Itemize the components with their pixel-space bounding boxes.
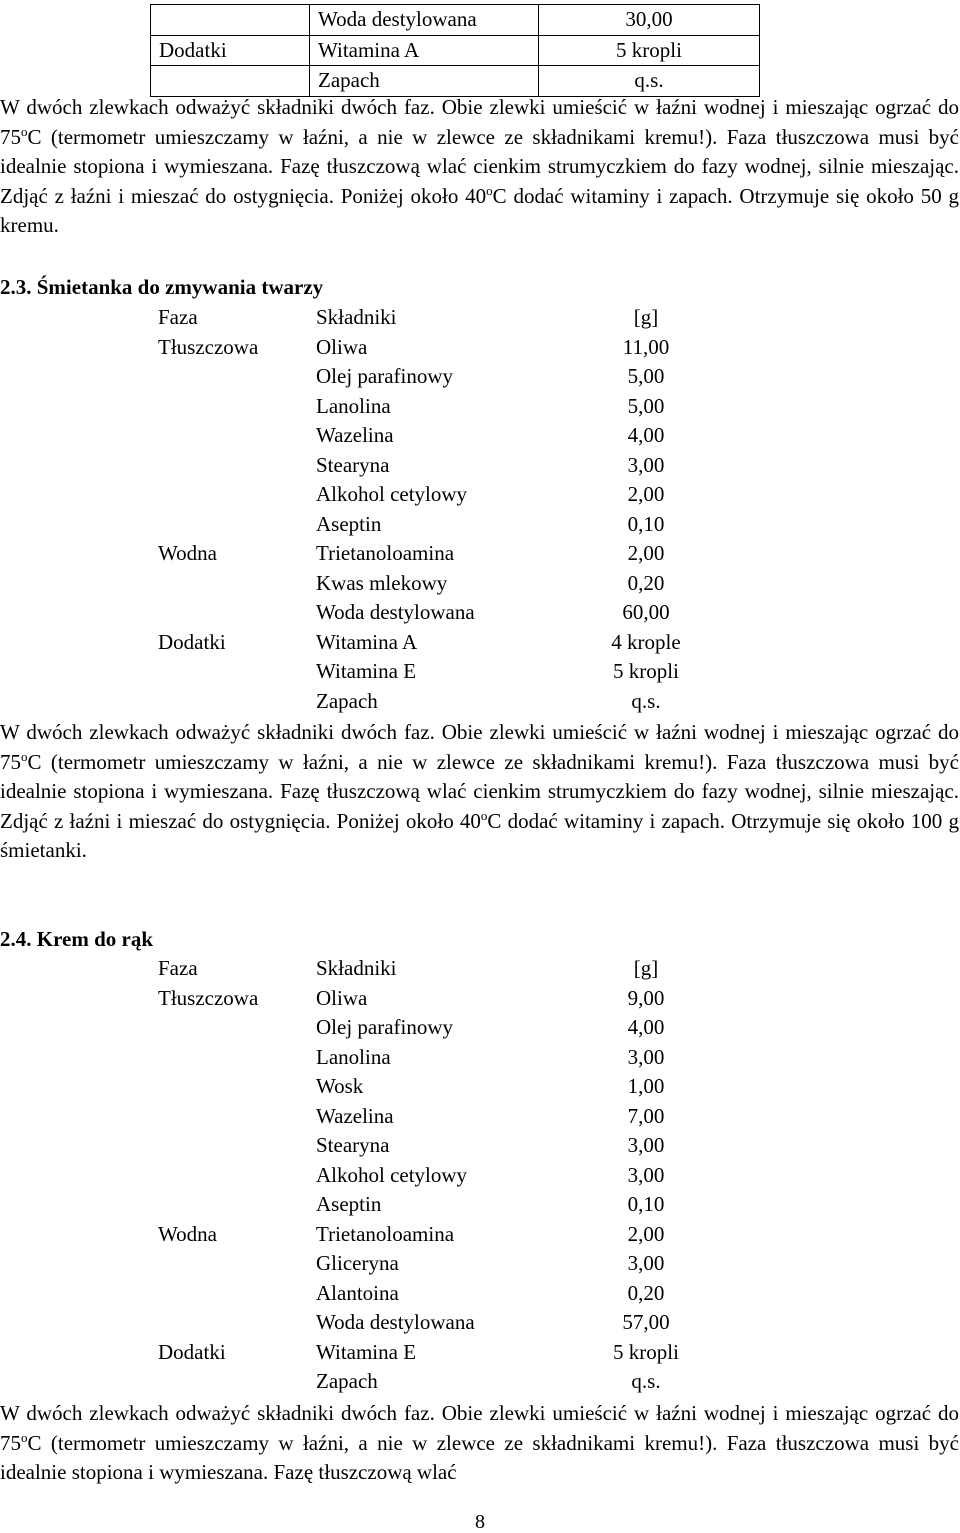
phase-cell: Dodatki <box>158 629 226 654</box>
table-row <box>150 687 756 717</box>
amount-cell: 3,00 <box>627 452 665 477</box>
table-row <box>150 569 756 599</box>
table-row <box>150 362 756 392</box>
amount-cell: 5 kropli <box>613 659 679 683</box>
section-number: 2.4. <box>0 927 32 951</box>
amount-cell: q.s. <box>631 1369 661 1393</box>
ingredient-cell: Woda destylowana <box>316 1310 475 1334</box>
table-row <box>150 1102 756 1132</box>
table-header-row <box>150 303 756 333</box>
ingredient-cell: Zapach <box>310 66 539 97</box>
table-row <box>150 1043 756 1073</box>
table-row <box>150 392 756 422</box>
phase-cell <box>150 480 308 510</box>
amount-cell: 9,00 <box>627 985 665 1010</box>
ingredient-cell: Alantoina <box>316 1280 399 1305</box>
ingredient-cell: Alkohol cetylowy <box>316 482 468 506</box>
amount-cell: 11,00 <box>622 334 670 359</box>
amount-cell: 5,00 <box>627 364 665 388</box>
ingredient-cell: Witamina E <box>316 1339 417 1364</box>
ingredient-cell: Stearyna <box>316 1133 390 1157</box>
phase-cell <box>150 1367 308 1397</box>
amount-cell: 2,00 <box>627 482 665 506</box>
phase-cell <box>150 1161 308 1191</box>
recipe-table-2-3 <box>150 303 756 716</box>
amount-cell: 7,00 <box>627 1103 665 1128</box>
ingredient-cell: Lanolina <box>316 1044 391 1069</box>
continued-recipe-table <box>150 4 760 97</box>
table-row <box>150 1338 756 1368</box>
amount-cell: 30,00 <box>539 5 760 36</box>
ingredient-cell: Stearyna <box>316 452 390 477</box>
degree-mark: o <box>480 807 488 823</box>
phase-cell <box>150 392 308 422</box>
phase-cell <box>150 598 308 628</box>
amount-cell: 2,00 <box>627 541 665 565</box>
phase-cell <box>150 657 308 687</box>
top-instructions: W dwóch zlewkach odważyć składniki dwóch faz. Obie zlewki umieścić w łaźni wodnej i mieszając ogrzać do 75$^o$C (termometr umieszczamy w łaźni, a nie w zlewce ze składnikami kremu!). Faza tłuszczowa musi być idealnie stopiona i wymieszana. Fazę tłuszczową wlać cienkim strumyczkiem do fazy wodnej, silnie mieszając. Zdjąć z łaźni i mieszać do ostygnięcia. Poniżej około 40$^o$C dodać witaminy i zapach. Otrzymuje się około 50 g kremu. <box>0 95 960 237</box>
ingredient-cell: Oliwa <box>316 985 368 1010</box>
ingredient-cell: Woda destylowana <box>310 5 539 36</box>
ingredient-cell: Olej parafinowy <box>316 1015 454 1039</box>
phase-cell: Tłuszczowa <box>158 334 259 359</box>
amount-cell: 1,00 <box>627 1074 665 1098</box>
amount-cell: 4 krople <box>611 629 681 654</box>
instructions-2-4: W dwóch zlewkach odważyć składniki dwóch faz. Obie zlewki umieścić w łaźni wodnej i mieszając ogrzać do 75$^o$C (termometr umieszczamy w łaźni, a nie w zlewce ze składnikami kremu!). Faza tłuszczowa musi być idealnie stopiona i wymieszana. Fazę tłuszczową wlać <box>0 1401 959 1484</box>
ingredient-cell: Wazelina <box>316 1103 394 1128</box>
section-heading-2-3 <box>0 273 323 303</box>
degree-mark: o <box>486 182 493 198</box>
phase-cell: Faza <box>158 956 198 980</box>
phase-cell <box>150 1043 308 1073</box>
amount-cell: 3,00 <box>627 1133 665 1157</box>
amount-cell: 3,00 <box>627 1044 665 1069</box>
ingredient-cell: Kwas mlekowy <box>316 570 448 595</box>
ingredient-cell: Składniki <box>316 956 397 980</box>
amount-cell: 0,10 <box>627 1192 665 1216</box>
degree-mark: o <box>21 748 28 764</box>
amount-cell: q.s. <box>539 66 760 97</box>
amount-cell: 60,00 <box>622 600 670 624</box>
ingredient-cell: Witamina E <box>316 659 417 683</box>
phase-cell <box>151 5 310 36</box>
table-row <box>150 510 756 540</box>
amount-cell: 5,00 <box>627 393 665 418</box>
amount-cell: 3,00 <box>627 1162 665 1187</box>
phase-cell: Dodatki <box>158 1339 226 1364</box>
table-row <box>150 1190 756 1220</box>
amount-cell: 0,10 <box>627 511 665 536</box>
table-row <box>151 5 760 36</box>
section-number: 2.3. <box>0 275 32 299</box>
table-row <box>150 333 756 363</box>
amount-cell: 4,00 <box>627 1015 665 1039</box>
amount-cell: 5 kropli <box>613 1339 679 1364</box>
phase-cell <box>150 1279 308 1309</box>
ingredient-cell: Olej parafinowy <box>316 364 454 388</box>
phase-cell <box>150 451 308 481</box>
table-row <box>151 35 760 66</box>
amount-cell: [g] <box>633 305 659 329</box>
phase-cell: Wodna <box>158 1221 217 1246</box>
table-row <box>151 66 760 97</box>
page-number: 8 <box>475 1511 485 1533</box>
ingredient-cell: Składniki <box>316 305 397 329</box>
phase-cell <box>150 687 308 717</box>
ingredient-cell: Gliceryna <box>316 1251 399 1275</box>
table-row <box>150 1308 756 1338</box>
amount-cell: 4,00 <box>627 423 665 447</box>
ingredient-cell: Aseptin <box>316 1192 382 1216</box>
table-row <box>150 1367 756 1397</box>
amount-cell: 0,20 <box>627 1280 665 1305</box>
amount-cell: [g] <box>633 956 659 980</box>
table-row <box>150 984 756 1014</box>
phase-cell <box>150 421 308 451</box>
phase-cell: Dodatki <box>151 35 310 66</box>
table-row <box>150 1220 756 1250</box>
ingredient-cell: Alkohol cetylowy <box>316 1162 468 1187</box>
phase-cell <box>150 1190 308 1220</box>
phase-cell: Tłuszczowa <box>158 985 259 1010</box>
phase-cell <box>151 66 310 97</box>
table-row <box>150 451 756 481</box>
ingredient-cell: Zapach <box>316 1369 378 1393</box>
ingredient-cell: Wosk <box>316 1074 364 1098</box>
ingredient-cell: Oliwa <box>316 334 368 359</box>
phase-cell <box>150 1102 308 1132</box>
table-row <box>150 628 756 658</box>
ingredient-cell: Lanolina <box>316 393 391 418</box>
table-row <box>150 539 756 569</box>
phase-cell <box>150 1013 308 1043</box>
amount-cell: 0,20 <box>627 570 665 595</box>
ingredient-cell: Wazelina <box>316 423 394 447</box>
phase-cell <box>150 569 308 599</box>
table-row <box>150 657 756 687</box>
degree-mark: o <box>21 123 28 139</box>
table-row <box>150 1131 756 1161</box>
phase-cell: Faza <box>158 305 198 329</box>
phase-cell <box>150 1249 308 1279</box>
section-heading-2-4 <box>0 925 153 955</box>
table-row <box>150 480 756 510</box>
degree-mark: o <box>21 1429 28 1445</box>
table-row <box>150 598 756 628</box>
phase-cell <box>150 1072 308 1102</box>
table-header-row <box>150 954 756 984</box>
phase-cell <box>150 362 308 392</box>
section-title: Śmietanka do zmywania twarzy <box>36 275 324 299</box>
amount-cell: 3,00 <box>627 1251 665 1275</box>
amount-cell: 2,00 <box>627 1221 665 1246</box>
phase-cell: Wodna <box>158 541 217 565</box>
phase-cell <box>150 1131 308 1161</box>
ingredient-cell: Trietanoloamina <box>316 541 455 565</box>
table-row <box>150 1161 756 1191</box>
table-row <box>150 1249 756 1279</box>
ingredient-cell: Witamina A <box>316 629 418 654</box>
recipe-table-2-4 <box>150 954 756 1397</box>
table-row <box>150 1279 756 1309</box>
ingredient-cell: Aseptin <box>316 511 382 536</box>
phase-cell <box>150 510 308 540</box>
instructions-2-3: W dwóch zlewkach odważyć składniki dwóch faz. Obie zlewki umieścić w łaźni wodnej i mieszając ogrzać do 75$^o$C (termometr umieszczamy w łaźni, a nie w zlewce ze składnikami kremu!). Faza tłuszczowa musi być idealnie stopiona i wymieszana. Fazę tłuszczową wlać cienkim strumyczkiem do fazy wodnej, silnie mieszając. Zdjąć z łaźni i mieszać do ostygnięcia. Poniżej około 40$^o$C dodać witaminy i zapach. Otrzymuje się około 100 g śmietanki. <box>0 720 960 862</box>
phase-cell <box>150 1308 308 1338</box>
amount-cell: 57,00 <box>622 1310 670 1334</box>
table-row <box>150 1013 756 1043</box>
section-title: Krem do rąk <box>36 927 154 951</box>
ingredient-cell: Zapach <box>316 688 378 713</box>
ingredient-cell: Witamina A <box>310 35 539 66</box>
ingredient-cell: Woda destylowana <box>316 600 475 624</box>
table-row <box>150 421 756 451</box>
ingredient-cell: Trietanoloamina <box>316 1221 455 1246</box>
table-row <box>150 1072 756 1102</box>
amount-cell: q.s. <box>631 688 661 713</box>
amount-cell: 5 kropli <box>539 35 760 66</box>
